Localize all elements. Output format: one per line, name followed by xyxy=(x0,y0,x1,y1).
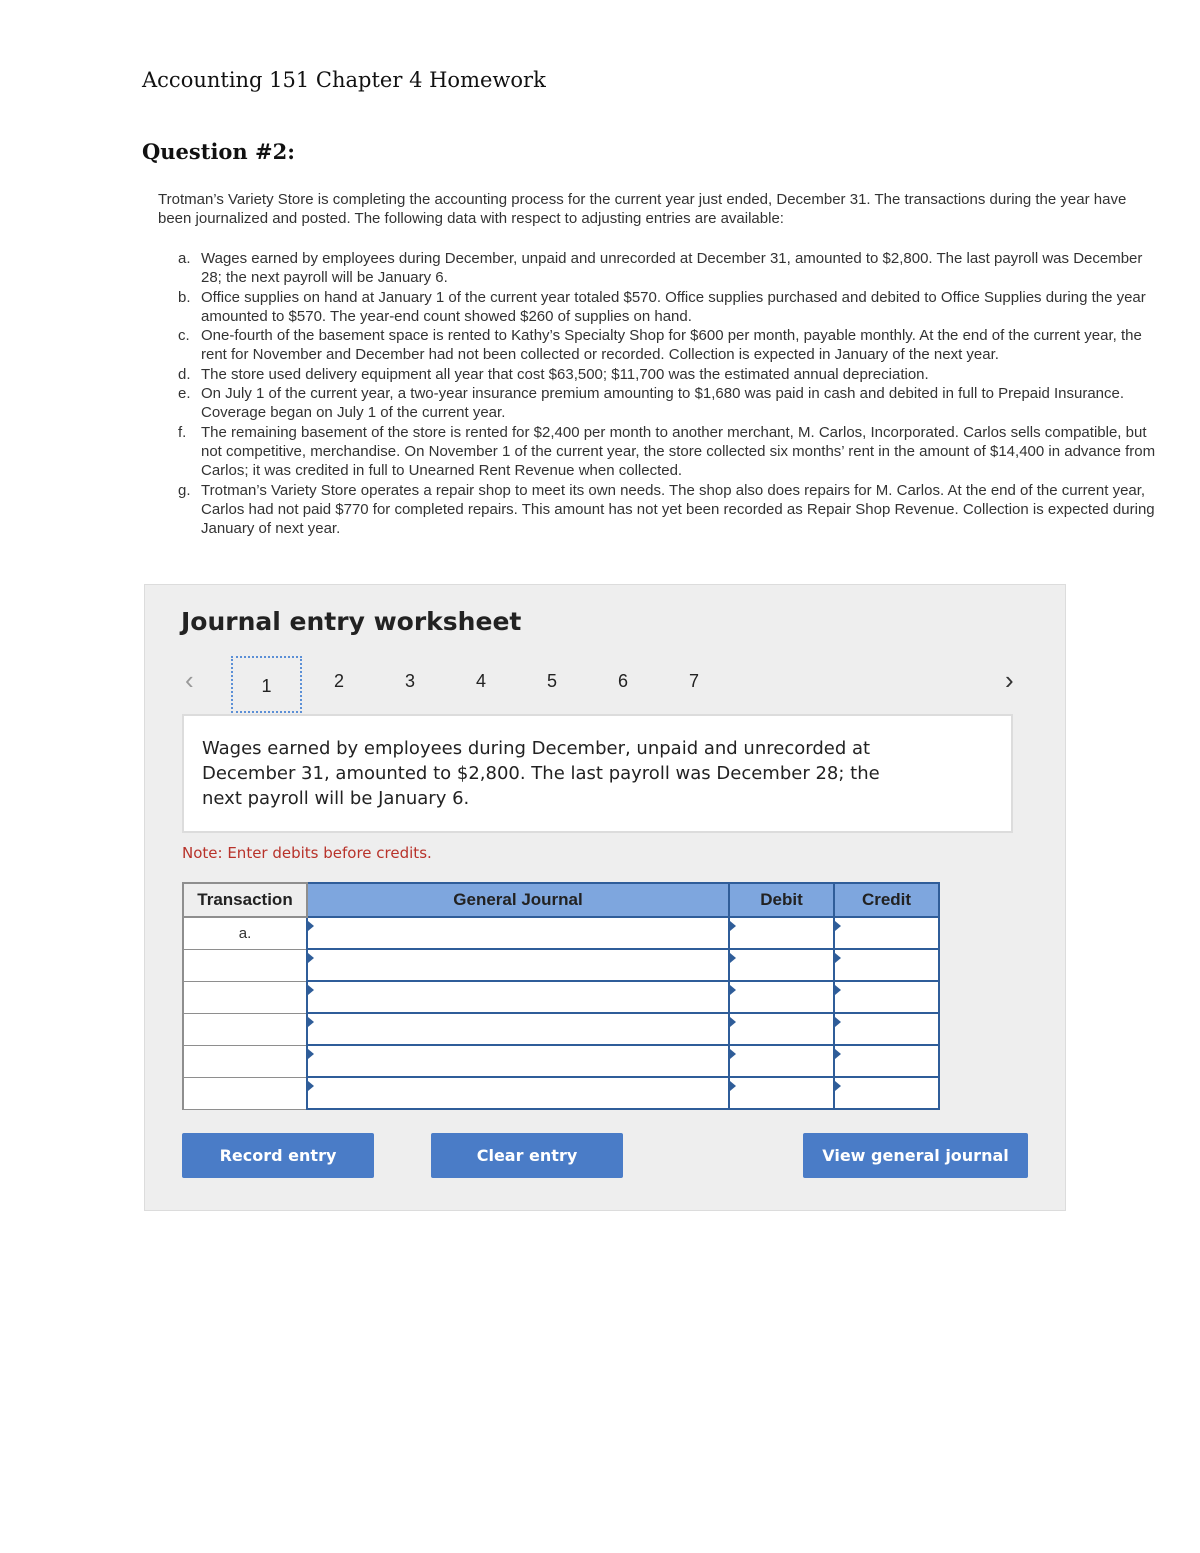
page-tab-4[interactable]: 4 xyxy=(475,671,486,691)
item-text: On July 1 of the current year, a two-year insurance premium amounting to $1,680 was paid in cash and debited in full to Prepaid Insurance. Coverage began on July 1 of the current year. xyxy=(201,385,1125,422)
record-entry-button[interactable]: Record entry xyxy=(182,1133,374,1178)
page-tab-1[interactable]: 1 xyxy=(231,656,302,713)
header-credit: Credit xyxy=(834,883,939,917)
view-general-journal-button[interactable]: View general journal xyxy=(803,1133,1028,1178)
table-row xyxy=(183,1045,939,1077)
header-debit: Debit xyxy=(729,883,834,917)
item-text: The store used delivery equipment all year that cost $63,500; $11,700 was the estimated annual depreciation. xyxy=(201,365,929,383)
header-general-journal: General Journal xyxy=(307,883,729,917)
list-item xyxy=(178,288,1163,327)
table-header-row xyxy=(183,883,939,917)
list-item xyxy=(178,326,1163,365)
general-journal-input[interactable] xyxy=(307,949,729,981)
debit-input[interactable] xyxy=(729,917,834,949)
transaction-cell xyxy=(183,1077,307,1109)
table-row xyxy=(183,1077,939,1109)
page-tab-6[interactable]: 6 xyxy=(617,671,628,691)
general-journal-input[interactable] xyxy=(307,1077,729,1109)
debit-input[interactable] xyxy=(729,1077,834,1109)
general-journal-input[interactable] xyxy=(307,1013,729,1045)
list-item xyxy=(178,365,1163,384)
table-row xyxy=(183,981,939,1013)
debit-input[interactable] xyxy=(729,1045,834,1077)
credit-input[interactable] xyxy=(834,1013,939,1045)
item-text: Wages earned by employees during December, unpaid and unrecorded at December 31, amounted to $2,800. The last payroll was December 28; the next payroll will be January 6. xyxy=(201,250,1143,287)
credit-input[interactable] xyxy=(834,917,939,949)
debit-input[interactable] xyxy=(729,981,834,1013)
question-intro: Trotman’s Variety Store is completing the accounting process for the current year just ended, December 31. The transactions during the year have been journalized and posted. The following data with respect to adjusting entries are available: xyxy=(158,191,1127,227)
credit-input[interactable] xyxy=(834,949,939,981)
item-letter: c. xyxy=(178,327,190,345)
item-letter: b. xyxy=(178,288,191,306)
transaction-description: Wages earned by employees during December, unpaid and unrecorded at December 31, amounted to $2,800. The last payroll was December 28; the next payroll will be January 6. xyxy=(202,738,880,809)
table-row xyxy=(183,949,939,981)
page-tab-2[interactable]: 2 xyxy=(333,671,344,691)
journal-table xyxy=(182,882,940,1110)
item-letter: d. xyxy=(178,365,191,383)
transaction-cell: a. xyxy=(183,917,307,949)
transaction-cell xyxy=(183,949,307,981)
list-item xyxy=(178,481,1163,539)
table-row xyxy=(183,917,939,949)
general-journal-input[interactable] xyxy=(307,1045,729,1077)
item-text: One-fourth of the basement space is rented to Kathy’s Specialty Shop for $600 per month, payable monthly. At the end of the current year, the rent for November and December had not been collected or recorded. Collection is expected in January of the next year. xyxy=(201,327,1142,364)
item-letter: a. xyxy=(178,250,191,267)
page-tab-7[interactable]: 7 xyxy=(688,671,699,691)
credit-input[interactable] xyxy=(834,981,939,1013)
item-text: Trotman’s Variety Store operates a repair shop to meet its own needs. The shop also does repairs for M. Carlos. At the end of the current year, Carlos had not paid $770 for completed repairs. This amount has not yet been recorded as Repair Shop Revenue. Collection is expected during January of next year. xyxy=(201,481,1155,538)
next-arrow-icon[interactable]: › xyxy=(1005,665,1014,695)
journal-entry-worksheet xyxy=(144,584,1066,1211)
debit-input[interactable] xyxy=(729,1013,834,1045)
item-letter: g. xyxy=(178,481,191,499)
transaction-cell xyxy=(183,1045,307,1077)
list-item xyxy=(178,423,1163,481)
entry-note: Note: Enter debits before credits. xyxy=(182,844,432,862)
page-tab-5[interactable]: 5 xyxy=(546,671,557,691)
item-text: Office supplies on hand at January 1 of the current year totaled $570. Office supplies purchased and debited to Office Supplies during the year amounted to $570. The year-end count showed $260 of supplies on hand. xyxy=(201,288,1146,325)
question-heading: Question #2: xyxy=(142,139,295,164)
clear-entry-button[interactable]: Clear entry xyxy=(431,1133,623,1178)
credit-input[interactable] xyxy=(834,1077,939,1109)
adjustment-items-list xyxy=(178,249,1163,538)
item-text: The remaining basement of the store is rented for $2,400 per month to another merchant, M. Carlos, Incorporated. Carlos sells compatible, but not competitive, merchandise. On November 1 of the current year, the store collected six months’ rent in the amount of $14,400 in advance from Carlos; it was credited in full to Unearned Rent Revenue when collected. xyxy=(201,423,1156,480)
page-tab-3[interactable]: 3 xyxy=(404,671,415,691)
debit-input[interactable] xyxy=(729,949,834,981)
document-title: Accounting 151 Chapter 4 Homework xyxy=(142,68,546,92)
transaction-cell xyxy=(183,1013,307,1045)
general-journal-input[interactable] xyxy=(307,981,729,1013)
item-letter: e. xyxy=(178,385,191,403)
item-letter: f. xyxy=(178,423,187,441)
general-journal-input[interactable] xyxy=(307,917,729,949)
list-item xyxy=(178,384,1163,423)
transaction-description-box xyxy=(182,714,1013,833)
table-row xyxy=(183,1013,939,1045)
list-item xyxy=(178,249,1163,288)
worksheet-title: Journal entry worksheet xyxy=(181,607,522,636)
previous-arrow-icon[interactable]: ‹ xyxy=(185,665,194,695)
transaction-cell xyxy=(183,981,307,1013)
credit-input[interactable] xyxy=(834,1045,939,1077)
header-transaction: Transaction xyxy=(183,883,307,917)
